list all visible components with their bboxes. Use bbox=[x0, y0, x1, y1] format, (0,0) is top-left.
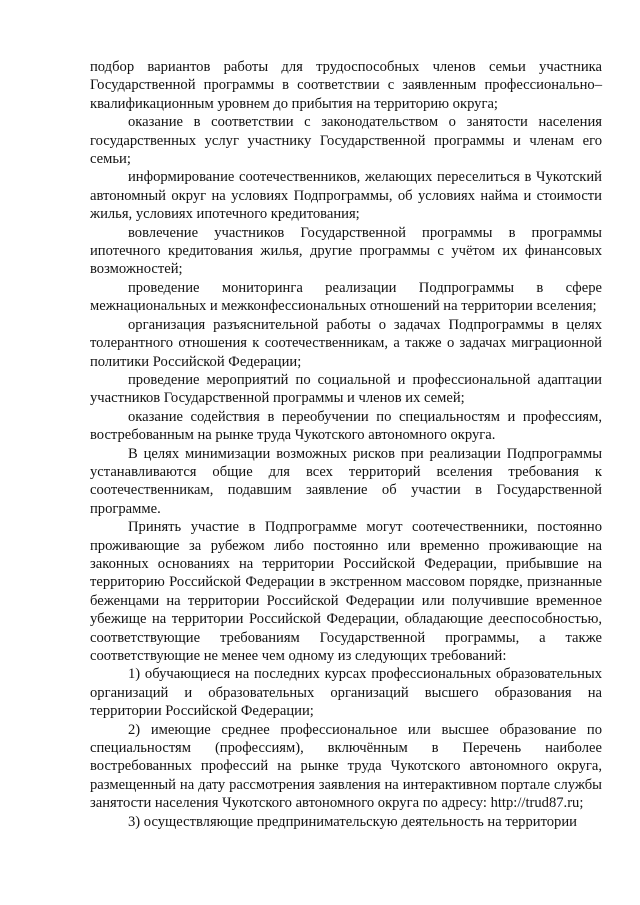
paragraph-retraining: оказание содействия в переобучении по специальностям и профессиям, востребованным на рынке труда Чукотского автономного округа. bbox=[90, 408, 602, 444]
paragraph-adaptation: проведение мероприятий по социальной и профессиональной адаптации участников Государственной программы и членов их семей; bbox=[90, 371, 602, 407]
paragraph-explanatory-work: организация разъяснительной работы о задачах Подпрограммы в целях толерантного отношения к соотечественникам, а также о задачах миграционной политики Российской Федерации; bbox=[90, 316, 602, 370]
paragraph-eligibility: Принять участие в Подпрограмме могут соотечественники, постоянно проживающие за рубежом либо постоянно или временно проживающие на законных основаниях на территории Российской Федерации, прибывшие на территорию Российской Федерации в экстренном массовом порядке, признанные беженцами на территории Российской Федерации или получившие временное убежище на территории Российской Федерации, обладающие дееспособностью, соответствующие требованиям Государственной программы, а также соответствующие не менее чем одному из следующих требований: bbox=[90, 519, 602, 664]
document-page bbox=[90, 58, 602, 831]
paragraph-risk-minimization: В целях минимизации возможных рисков при реализации Подпрограммы устанавливаются общие для всех территорий вселения требования к соотечественникам, подавшим заявление об участии в Государственной программе. bbox=[90, 445, 602, 517]
paragraph-informing-compatriots: информирование соотечественников, желающих переселиться в Чукотский автономный округ на условиях Подпрограммы, об условиях найма и стоимости жилья, условиях ипотечного кредитования; bbox=[90, 169, 602, 223]
paragraph-monitoring: проведение мониторинга реализации Подпрограммы в сфере межнациональных и межконфессиональных отношений на территории вселения; bbox=[90, 279, 602, 315]
paragraph-requirement-1: 1) обучающиеся на последних курсах профессиональных образовательных организаций и образовательных организаций высшего образования на территории Российской Федерации; bbox=[90, 666, 602, 720]
paragraph-requirement-2: 2) имеющие среднее профессиональное или высшее образование по специальностям (профессиям), включённым в Перечень наиболее востребованных профессий на рынке труда Чукотского автономного округа, размещенный на дату рассмотрения заявления на интерактивном портале службы занятости населения Чукотского автономного округа по адресу: http://trud87.ru; bbox=[90, 721, 602, 812]
paragraph-requirement-3: 3) осуществляющие предпринимательскую деятельность на территории bbox=[128, 813, 577, 830]
paragraph-job-selection: подбор вариантов работы для трудоспособных членов семьи участника Государственной программы в соответствии с заявленным профессионально–квалификационным уровнем до прибытия на территорию округа; bbox=[90, 59, 602, 112]
paragraph-mortgage-programs: вовлечение участников Государственной программы в программы ипотечного кредитования жилья, другие программы с учётом их финансовых возможностей; bbox=[90, 224, 602, 278]
paragraph-employment-services: оказание в соответствии с законодательством о занятости населения государственных услуг участнику Государственной программы и членам его семьи; bbox=[90, 114, 602, 168]
